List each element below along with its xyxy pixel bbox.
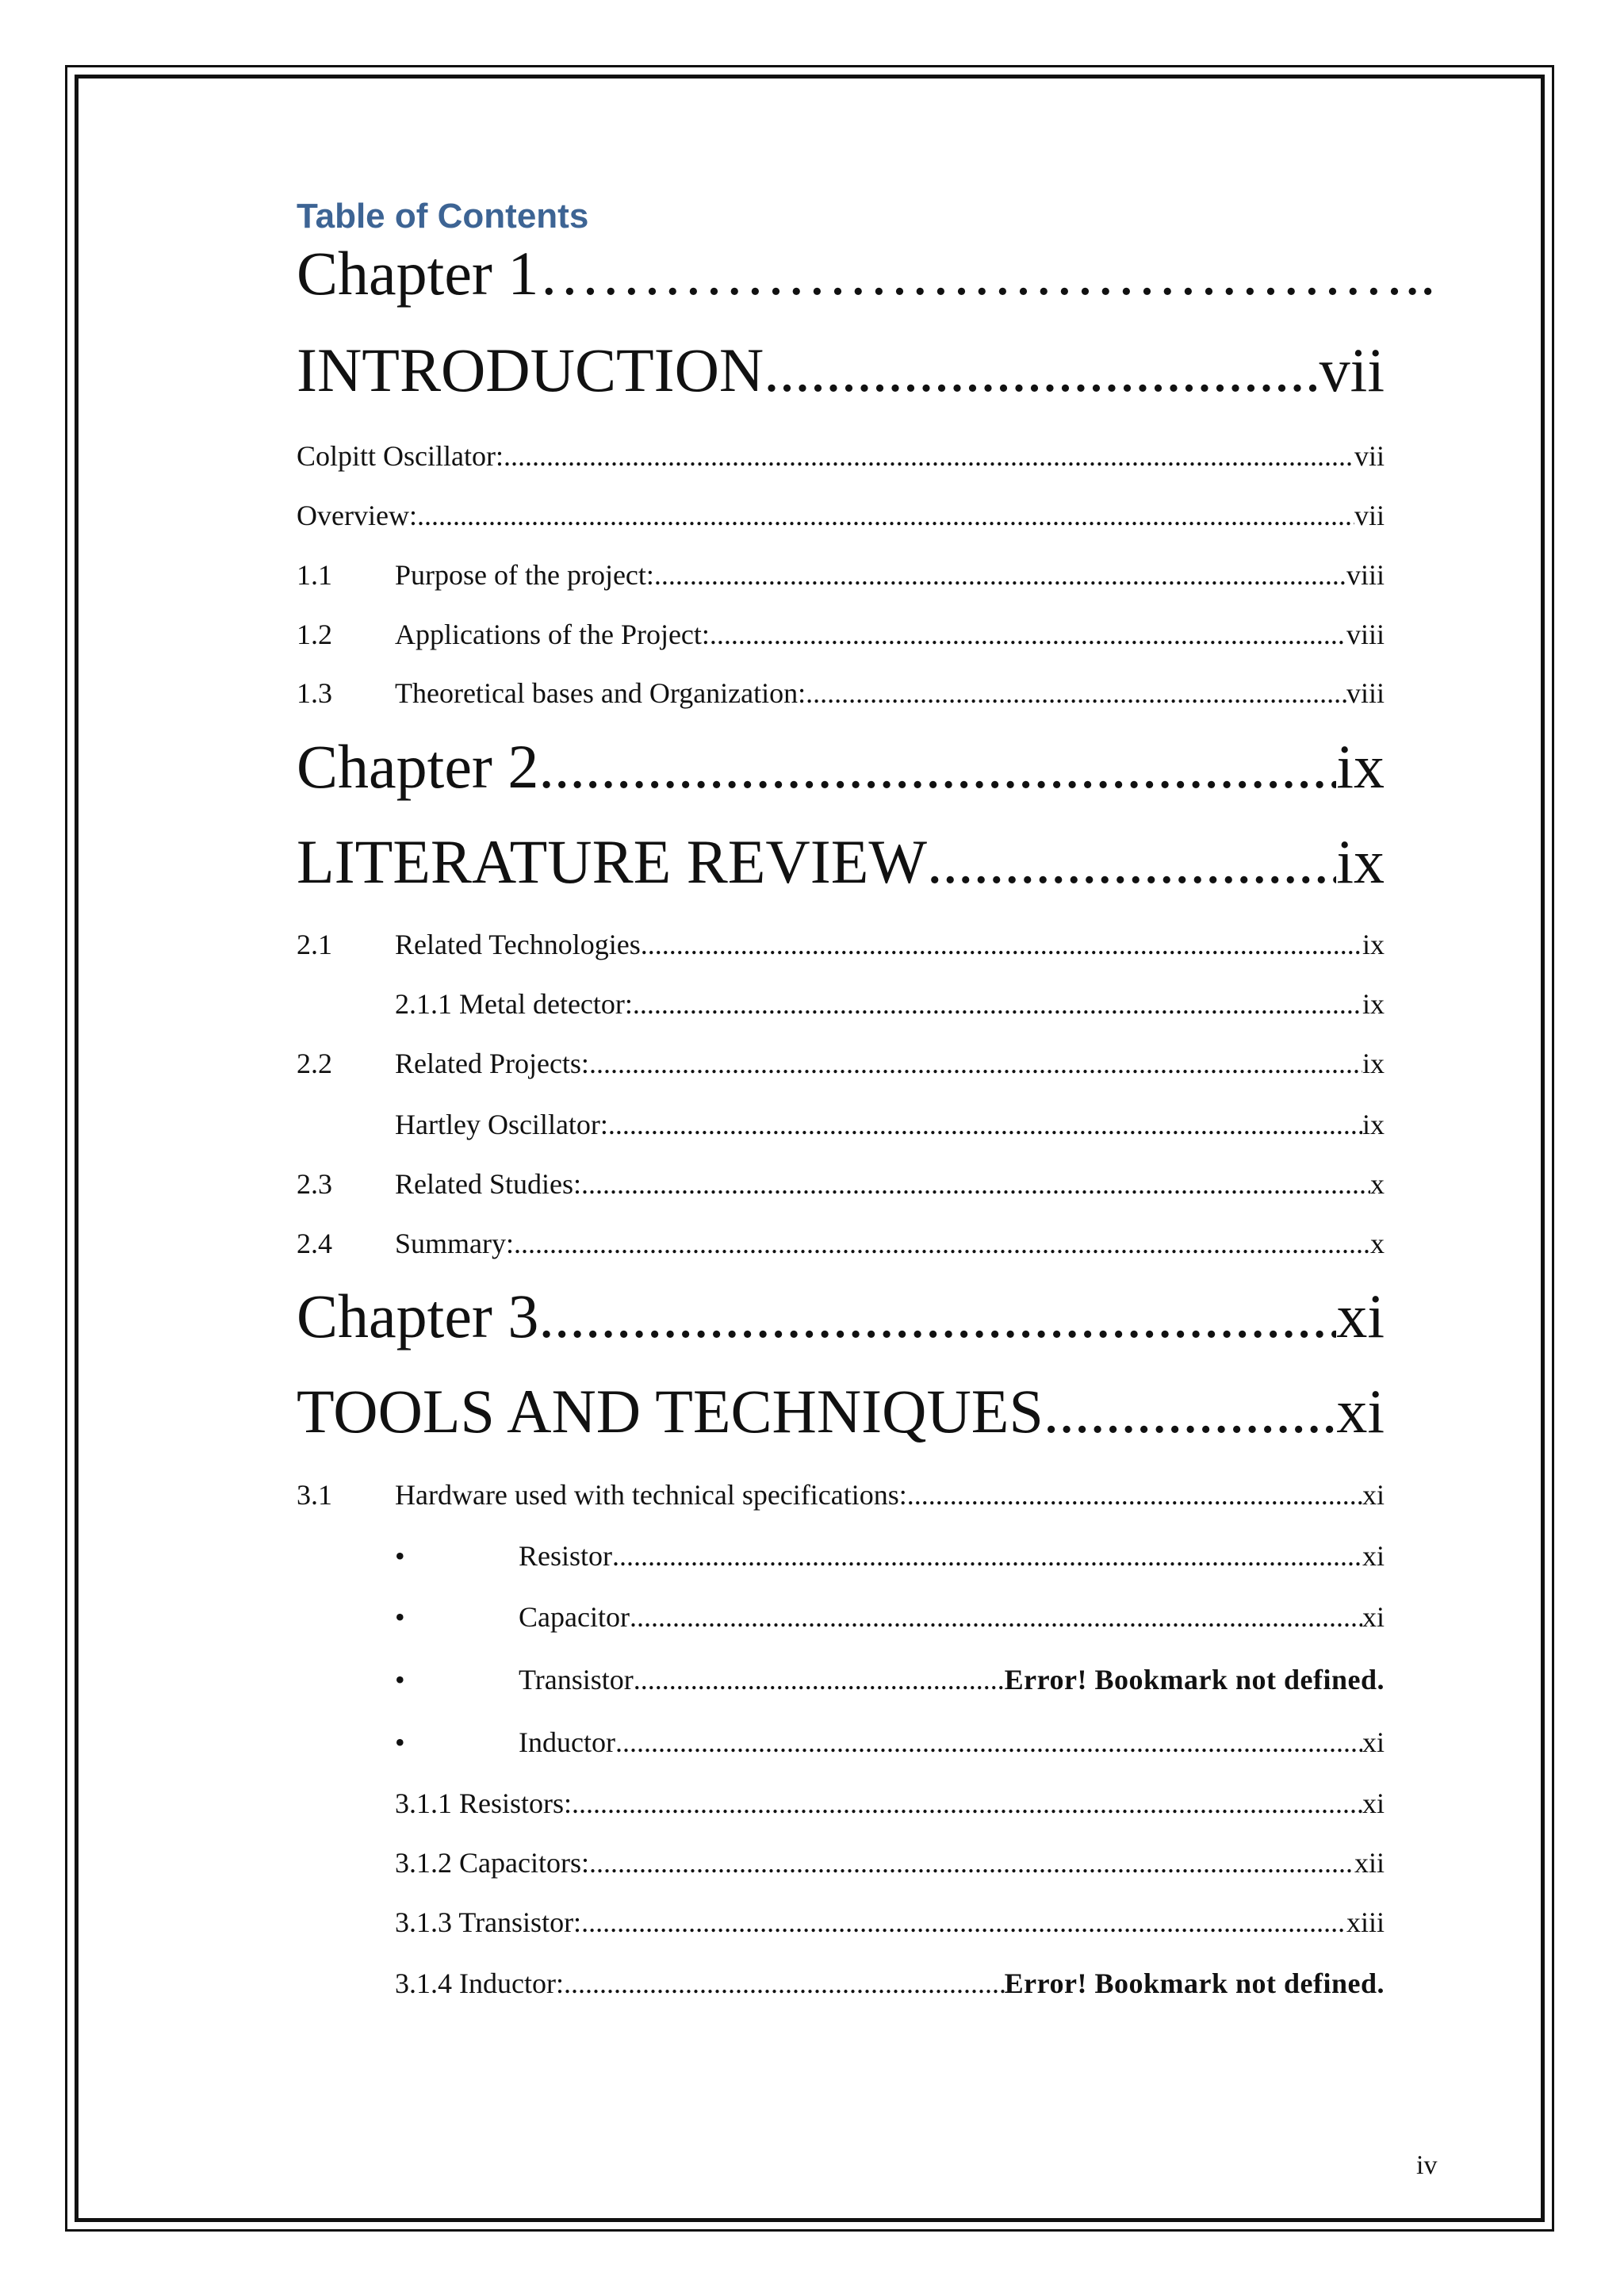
- bullet-icon: •: [395, 1664, 405, 1695]
- toc-entry-page: xi: [1362, 1479, 1385, 1511]
- leader-dots: [417, 499, 1354, 532]
- toc-entry-page: ix: [1362, 929, 1385, 960]
- bullet-icon: •: [395, 1601, 405, 1633]
- toc-entry-page: ix: [1336, 732, 1385, 801]
- toc-entry-label: 3.1.1 Resistors:: [395, 1787, 573, 1819]
- toc-entry-number: 2.1: [297, 929, 332, 960]
- toc-entry-1-3[interactable]: [297, 676, 1385, 716]
- toc-entry-3-1-4[interactable]: [297, 1967, 1385, 2006]
- toc-entry-1-2[interactable]: [297, 618, 1385, 657]
- toc-entry-page: xi: [1362, 1601, 1385, 1633]
- leader-dots: [654, 558, 1346, 592]
- leader-dots: [633, 987, 1362, 1021]
- toc-entry-introduction[interactable]: [297, 335, 1385, 414]
- toc-entry-3-1-2[interactable]: [297, 1846, 1385, 1886]
- leader-dots: [538, 731, 1336, 803]
- toc-entry-chapter-1[interactable]: [297, 238, 1436, 317]
- toc-entry-page: xi: [1336, 1282, 1385, 1351]
- toc-entry-label: Related Projects:: [395, 1048, 589, 1079]
- leader-dots: [1044, 1376, 1337, 1447]
- toc-entry-page: viii: [1346, 619, 1385, 650]
- toc-entry-label: Resistor: [519, 1540, 613, 1572]
- leader-dots: [581, 1167, 1370, 1201]
- toc-entry-page: vii: [1319, 335, 1385, 404]
- toc-entry-page: xi: [1362, 1726, 1385, 1758]
- leader-dots: [572, 1787, 1362, 1820]
- leader-dots: [927, 826, 1336, 898]
- toc-entry-number: 1.2: [297, 619, 332, 650]
- toc-entry-label: 3.1.3 Transistor:: [395, 1906, 582, 1938]
- toc-entry-number: 1.1: [297, 559, 332, 591]
- leader-dots: [630, 1600, 1362, 1634]
- toc-entry-tools-and-techniques[interactable]: [297, 1376, 1385, 1455]
- toc-entry-label: Related Studies:: [395, 1168, 581, 1200]
- toc-entry-label: 3.1.2 Capacitors:: [395, 1847, 589, 1879]
- leader-dots: [564, 1967, 1005, 2000]
- leader-dots: [648, 928, 1362, 961]
- toc-entry-page: x: [1370, 1228, 1385, 1259]
- toc-entry-label: Chapter 2: [297, 732, 539, 801]
- toc-entry-label: Theoretical bases and Organization:: [395, 677, 806, 709]
- toc-entry-page: vii: [1354, 500, 1385, 531]
- toc-heading: Table of Contents: [297, 197, 589, 236]
- leader-dots: [581, 1906, 1346, 1939]
- toc-entry-page: ix: [1362, 1109, 1385, 1140]
- toc-entry-label: Chapter 1……………………………………..: [297, 239, 1436, 308]
- toc-entry-label: Capacitor: [519, 1601, 630, 1633]
- toc-entry-chapter-2[interactable]: [297, 731, 1385, 810]
- toc-entry-2-3[interactable]: [297, 1167, 1385, 1207]
- toc-entry-label: Related Technologies.: [395, 929, 648, 960]
- toc-entry-label: Colpitt Oscillator:: [297, 440, 504, 472]
- toc-entry-label: Purpose of the project:: [395, 559, 654, 591]
- toc-entry-page: xi: [1336, 1377, 1385, 1446]
- toc-entry-inductor[interactable]: [297, 1726, 1385, 1765]
- toc-entry-3-1-3[interactable]: [297, 1906, 1385, 1945]
- leader-dots: [608, 1108, 1362, 1141]
- toc-entry-label: Hardware used with technical specifications:: [395, 1479, 907, 1511]
- toc-entry-number: 2.3: [297, 1168, 332, 1200]
- toc-entry-literature-review[interactable]: [297, 826, 1385, 906]
- leader-dots: [504, 439, 1354, 473]
- toc-entry-label: INTRODUCTION: [297, 335, 764, 404]
- toc-entry-page: ix: [1362, 1048, 1385, 1079]
- leader-dots: [634, 1663, 1005, 1696]
- toc-entry-error: Error! Bookmark not defined.: [1004, 1967, 1385, 1999]
- toc-entry-2-4[interactable]: [297, 1227, 1385, 1266]
- toc-entry-label: Chapter 3: [297, 1282, 539, 1351]
- leader-dots: [538, 1281, 1336, 1352]
- toc-entry-3-1-1[interactable]: [297, 1787, 1385, 1826]
- leader-dots: [615, 1726, 1362, 1759]
- toc-entry-error: Error! Bookmark not defined.: [1004, 1664, 1385, 1695]
- toc-entry-chapter-3[interactable]: [297, 1281, 1385, 1360]
- leader-dots: [806, 676, 1346, 710]
- toc-entry-page: xiii: [1346, 1906, 1385, 1938]
- toc-entry-capacitor[interactable]: [297, 1600, 1385, 1640]
- toc-entry-page: x: [1370, 1168, 1385, 1200]
- toc-entry-page: viii: [1346, 677, 1385, 709]
- toc-entry-colpitt-oscillator[interactable]: [297, 439, 1385, 479]
- toc-entry-2-2[interactable]: [297, 1047, 1385, 1086]
- toc-entry-label: Overview:: [297, 500, 417, 531]
- leader-dots: [589, 1047, 1362, 1080]
- toc-entry-number: 2.2: [297, 1048, 332, 1079]
- toc-entry-page: vii: [1354, 440, 1385, 472]
- leader-dots: [710, 618, 1346, 651]
- toc-entry-3-1[interactable]: [297, 1478, 1385, 1518]
- toc-entry-page: ix: [1362, 988, 1385, 1020]
- toc-entry-label: Inductor: [519, 1726, 615, 1758]
- leader-dots: [589, 1846, 1354, 1879]
- toc-entry-1-1[interactable]: [297, 558, 1385, 598]
- toc-entry-2-1[interactable]: [297, 928, 1385, 967]
- toc-entry-number: 2.4: [297, 1228, 332, 1259]
- toc-entry-overview[interactable]: [297, 499, 1385, 538]
- toc-entry-2-1-1[interactable]: [297, 987, 1385, 1027]
- toc-entry-page: ix: [1336, 827, 1385, 896]
- toc-entry-number: 3.1: [297, 1479, 332, 1511]
- toc-entry-hartley-oscillator[interactable]: [297, 1108, 1385, 1148]
- leader-dots: [612, 1539, 1362, 1573]
- page-number: iv: [1416, 2151, 1438, 2180]
- toc-entry-page: xi: [1362, 1540, 1385, 1572]
- toc-entry-label: 3.1.4 Inductor:: [395, 1967, 564, 1999]
- toc-entry-label: 2.1.1 Metal detector:: [395, 988, 633, 1020]
- toc-entry-number: 1.3: [297, 677, 332, 709]
- toc-entry-page: viii: [1346, 559, 1385, 591]
- toc-entry-label: Transistor: [519, 1664, 634, 1695]
- toc-entry-label: Hartley Oscillator:: [395, 1109, 608, 1140]
- toc-entry-resistor[interactable]: [297, 1539, 1385, 1579]
- toc-entry-label: Summary:: [395, 1228, 514, 1259]
- toc-entry-page: xi: [1362, 1787, 1385, 1819]
- leader-dots: [514, 1227, 1370, 1260]
- toc-entry-page: xii: [1354, 1847, 1385, 1879]
- leader-dots: [907, 1478, 1362, 1511]
- bullet-icon: •: [395, 1726, 405, 1758]
- toc-entry-label: TOOLS AND TECHNIQUES: [297, 1377, 1044, 1446]
- toc-entry-label: Applications of the Project:: [395, 619, 710, 650]
- leader-dots: [764, 335, 1319, 406]
- toc-entry-transistor[interactable]: [297, 1663, 1385, 1703]
- toc-entry-label: LITERATURE REVIEW: [297, 827, 928, 896]
- bullet-icon: •: [395, 1540, 405, 1572]
